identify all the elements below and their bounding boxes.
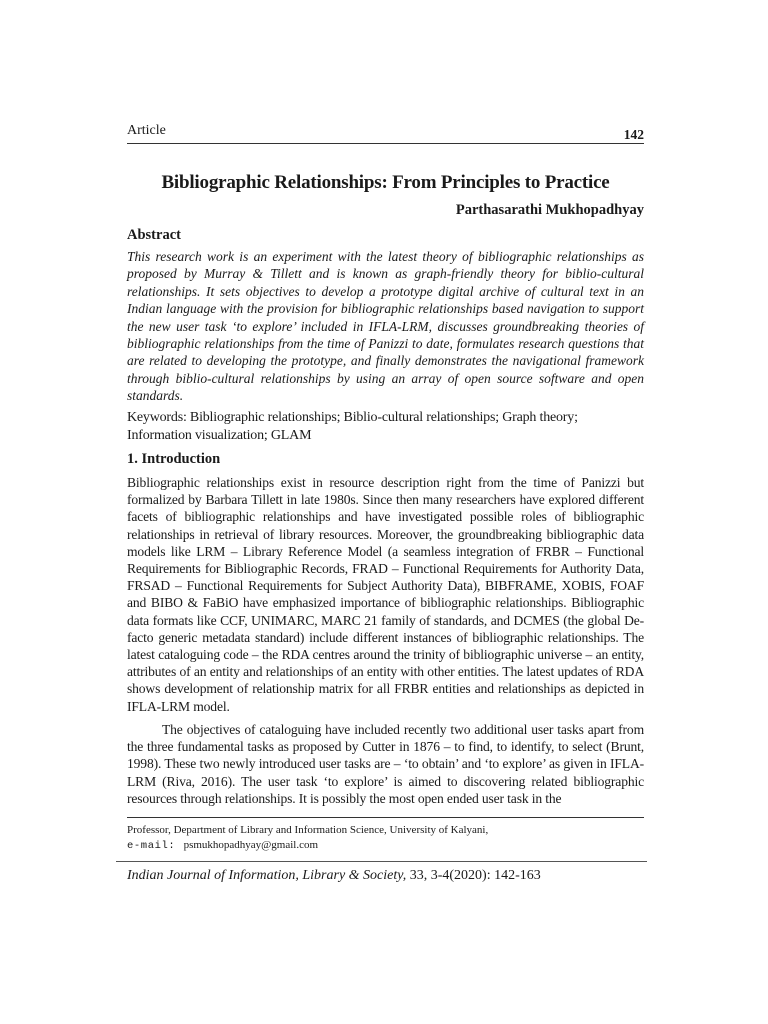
abstract-text: This research work is an experiment with the latest theory of bibliographic relationships as proposed by Murray & Tillett and is known as graph-friendly theory for biblio-cultural relationships. It sets objectives to develop a prototype digital archive of cultural text in an Indian language with the provision for bibliographic relationships based navigation to support the new user task ‘to explore’ included in IFLA-LRM, discusses groundbreaking theories of bibliographic relationships from the time of Panizzi to date, formulates research questions that are related to developing the prototype, and finally demonstrates the navigational framework through biblio-cultural relationships by using an array of open source software and open standards. [127, 249, 644, 404]
footer-divider [116, 861, 647, 862]
volume-issue: 33, 3-4(2020): [406, 868, 495, 883]
header-divider [127, 143, 644, 144]
email-label: e-mail: [127, 840, 176, 852]
section-label: Article [127, 123, 166, 138]
page-range: 142-163 [494, 868, 541, 883]
body-paragraph: The objectives of cataloguing have included recently two additional user tasks apart from the three fundamental tasks as proposed by Cutter in 1876 – to find, to identify, to select (Brunt, 1998). These two newly introduced user tasks are – ‘to obtain’ and ‘to explore’ as given in IFLA-LRM (Riva, 2016). The user task ‘to explore’ is aimed to discovering related bibliographic resources through relationships. It is possibly the most open ended user task in the [127, 722, 644, 806]
section-heading-introduction: 1. Introduction [127, 451, 221, 467]
keywords: Keywords: Bibliographic relationships; Biblio-cultural relationships; Graph theory; Information visualization; GLAM [127, 410, 578, 443]
author-affiliation: Professor, Department of Library and Information Science, University of Kalyani, [127, 824, 489, 836]
author-email-line [127, 839, 318, 852]
journal-citation [127, 868, 541, 884]
journal-name: Indian Journal of Information, Library & Society, [127, 868, 407, 883]
footnote-divider [127, 817, 644, 818]
abstract-heading: Abstract [127, 227, 181, 243]
body-paragraph: Bibliographic relationships exist in resource description right from the time of Panizzi but formalized by Barbara Tillett in late 1980s. Since then many researchers have explored different facets of bibliographic relationships and have investigated possible roles of bibliographic relationships in retrieval of library resources. Moreover, the groundbreaking bibliographic data models like LRM – Library Reference Model (a seamless integration of FRBR – Functional Requirements for Bibliographic Records, FRAD – Functional Requirements for Authority Data, FRSAD – Functional Requirements for Subject Authority Data), BIBFRAME, XOBIS, FOAF and BIBO & FaBiO have emphasized importance of bibliographic relationships. Bibliographic data formats like CCF, UNIMARC, MARC 21 family of standards, and DCMES (the global De-facto generic metadata standard) include different instances of bibliographic relationships. The latest cataloguing code – the RDA centres around the trinity of bibliographic universe – an entity, attributes of an entity and relationships of an entity with other entities. The latest updates of RDA shows development of relationship matrix for all FRBR entities and relationships as depicted in IFLA-LRM model. [127, 475, 644, 714]
author-name: Parthasarathi Mukhopadhyay [455, 202, 644, 218]
article-title: Bibliographic Relationships: From Principles to Practice [161, 172, 610, 193]
author-email-link[interactable]: psmukhopadhyay@gmail.com [183, 839, 319, 851]
running-header [127, 123, 644, 143]
page-number: 142 [623, 127, 644, 142]
